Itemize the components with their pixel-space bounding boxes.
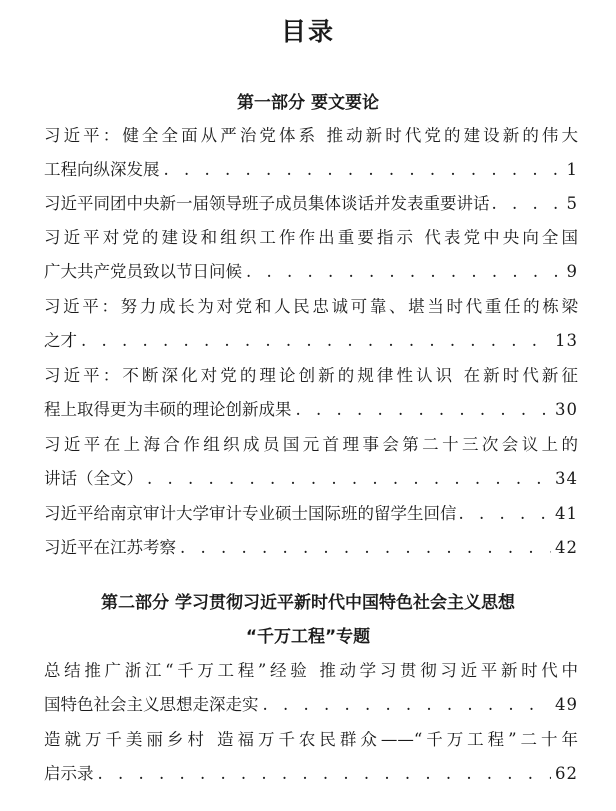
toc-entry-2-1[interactable] <box>44 654 578 722</box>
toc-entry-title-line: 之才 <box>44 331 77 350</box>
dot-leader <box>246 255 563 289</box>
dot-leader <box>81 324 551 358</box>
toc-entry-title-line: 习近平同团中央新一届领导班子成员集体谈话并发表重要讲话 <box>44 194 490 213</box>
dot-leader <box>180 531 551 565</box>
dot-leader <box>147 462 551 496</box>
toc-entry-1-6[interactable] <box>44 428 578 496</box>
toc-entry-title-line: 习近平对党的建设和组织工作作出重要指示 代表党中央向全国 <box>44 228 578 247</box>
toc-entry-title-line: 造就万千美丽乡村 造福万千农民群众——“千万工程”二十年 <box>44 730 578 749</box>
toc-entry-1-8[interactable] <box>44 531 578 565</box>
section-heading-part2: 第二部分 学习贯彻习近平新时代中国特色社会主义思想 <box>101 593 515 613</box>
toc-entry-title-line: 总结推广浙江“千万工程”经验 推动学习贯彻习近平新时代中 <box>44 661 578 680</box>
toc-entry-title-line: 程上取得更为丰硕的理论创新成果 <box>44 400 292 419</box>
section-heading-part2-subtitle: “千万工程”专题 <box>245 627 371 647</box>
toc-entry-title-line: 习近平：健全全面从严治党体系 推动新时代党的建设新的伟大 <box>44 126 578 145</box>
dot-leader <box>164 153 563 187</box>
section-heading-part1: 第一部分 要文要论 <box>237 93 379 113</box>
toc-entry-title-line: 工程向纵深发展 <box>44 160 160 179</box>
page-title: 目录 <box>280 17 335 46</box>
page-number: 30 <box>555 400 578 419</box>
toc-entry-title-line: 启示录 <box>44 764 94 783</box>
toc-entry-title-line: 国特色社会主义思想走深走实 <box>44 695 259 714</box>
toc-entry-1-5[interactable] <box>44 359 578 427</box>
toc-entry-1-1[interactable] <box>44 119 578 187</box>
toc-entry-title-line: 习近平：不断深化对党的理论创新的规律性认识 在新时代新征 <box>44 366 578 385</box>
toc-entry-title-line: 习近平给南京审计大学审计专业硕士国际班的留学生回信 <box>44 504 457 523</box>
dot-leader <box>296 393 552 427</box>
page-number: 13 <box>555 331 578 350</box>
dot-leader <box>263 688 552 722</box>
toc-entry-1-7[interactable] <box>44 497 578 531</box>
page-number: 41 <box>555 504 578 523</box>
toc-entry-title-line: 习近平在江苏考察 <box>44 538 176 557</box>
toc-entry-2-2[interactable] <box>44 723 578 791</box>
toc-entry-title-line: 讲话（全文） <box>44 469 143 488</box>
page-number: 42 <box>555 538 578 557</box>
dot-leader <box>492 187 565 221</box>
page-number: 5 <box>566 194 578 213</box>
page-number: 34 <box>555 469 578 488</box>
page-number: 9 <box>566 262 578 281</box>
dot-leader <box>98 757 552 791</box>
toc-entry-1-3[interactable] <box>44 221 578 289</box>
toc-entry-title-line: 习近平：努力成长为对党和人民忠诚可靠、堪当时代重任的栋梁 <box>44 297 578 316</box>
page-number: 1 <box>566 160 578 179</box>
toc-entry-title-line: 习近平在上海合作组织成员国元首理事会第二十三次会议上的 <box>44 435 578 454</box>
toc-entry-1-2[interactable] <box>44 187 578 221</box>
toc-entry-1-4[interactable] <box>44 290 578 358</box>
page-number: 49 <box>555 695 578 714</box>
toc-entry-title-line: 广大共产党员致以节日问候 <box>44 262 242 281</box>
page-number: 62 <box>555 764 578 783</box>
dot-leader <box>459 497 550 531</box>
